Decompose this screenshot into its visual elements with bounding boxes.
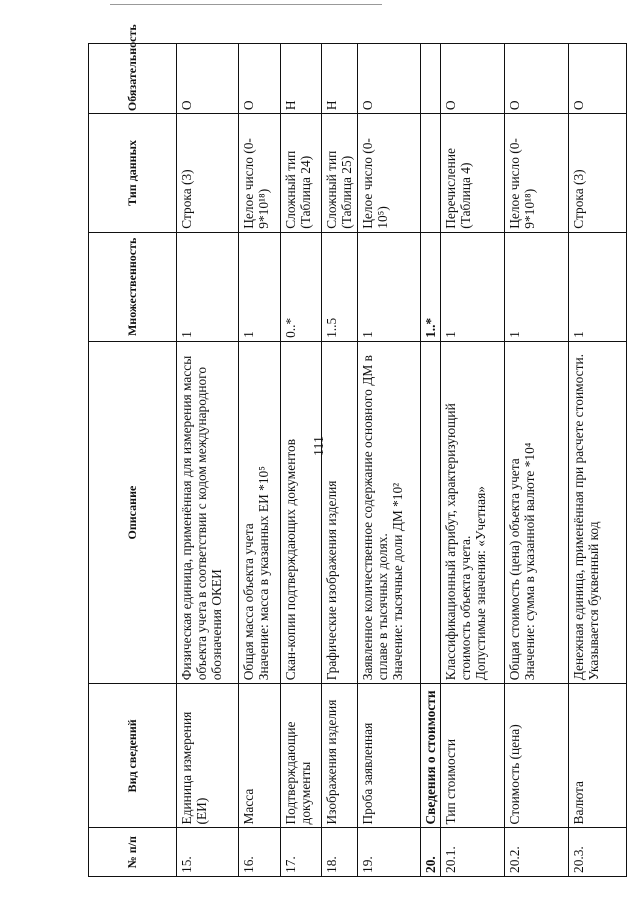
cell-kind: Подтверждающие документы xyxy=(281,684,322,828)
cell-kind: Единица измерения (ЕИ) xyxy=(177,684,239,828)
description-line: Скан-копии подтверждающих документов xyxy=(283,438,298,681)
cell-required: Н xyxy=(281,44,322,114)
cell-kind: Изображения изделия xyxy=(322,684,358,828)
cell-multiplicity: 1 xyxy=(239,232,281,341)
cell-multiplicity: 1 xyxy=(569,232,627,341)
header-description: Описание xyxy=(89,341,177,683)
requirements-table xyxy=(88,24,627,877)
cell-num: 16. xyxy=(239,828,281,877)
cell-kind: Проба заявленная xyxy=(358,684,421,828)
description-line: Классификационный атрибут, характеризующий стоимость объекта учета. xyxy=(443,403,473,681)
cell-num: 20.3. xyxy=(569,828,627,877)
description-line: Значение: тысячные доли ДМ *10² xyxy=(390,482,405,681)
cell-required: О xyxy=(441,44,505,114)
cell-data-type xyxy=(421,114,441,233)
cell-data-type: Сложный тип (Таблица 25) xyxy=(322,114,358,233)
cell-required: О xyxy=(569,44,627,114)
cell-description xyxy=(177,341,239,683)
cell-required xyxy=(421,44,441,114)
header-kind: Вид сведений xyxy=(89,684,177,828)
header-num: № п/п xyxy=(89,828,177,877)
cell-data-type: Сложный тип (Таблица 24) xyxy=(281,114,322,233)
cell-num: 17. xyxy=(281,828,322,877)
description-line: Денежная единица, применённая при расчете стоимости. xyxy=(571,354,586,681)
description-line: Указывается буквенный код xyxy=(586,521,601,681)
cell-required: О xyxy=(239,44,281,114)
cell-required: О xyxy=(177,44,239,114)
cell-required: О xyxy=(505,44,569,114)
table-row xyxy=(322,44,358,877)
cell-num: 18. xyxy=(322,828,358,877)
cell-required: Н xyxy=(322,44,358,114)
cell-description xyxy=(281,341,322,683)
table-header-row xyxy=(89,44,177,877)
cell-num: 19. xyxy=(358,828,421,877)
cell-multiplicity: 1 xyxy=(358,232,421,341)
description-line: Общая масса объекта учета xyxy=(241,523,256,681)
cell-data-type: Целое число (0-9*10¹⁸) xyxy=(505,114,569,233)
page-number: 111 xyxy=(312,436,327,456)
cell-description xyxy=(322,341,358,683)
cell-description xyxy=(441,341,505,683)
table-body xyxy=(177,44,627,877)
cell-data-type: Перечисление (Таблица 4) xyxy=(441,114,505,233)
description-line: Значение: масса в указанных ЕИ *10⁵ xyxy=(256,466,271,681)
cell-data-type: Целое число (0-9*10¹⁸) xyxy=(239,114,281,233)
cell-description xyxy=(421,341,441,683)
description-line: Значение: сумма в указанной валюте *10⁴ xyxy=(522,442,537,681)
table-row xyxy=(569,44,627,877)
header-data-type: Тип данных xyxy=(89,114,177,233)
cell-kind: Масса xyxy=(239,684,281,828)
table-row xyxy=(177,44,239,877)
section-row xyxy=(421,44,441,877)
description-line: Физическая единица, применённая для измерения массы объекта учета в соответствии с кодом международного обозначения ОКЕИ xyxy=(179,355,224,681)
cell-multiplicity: 1 xyxy=(441,232,505,341)
cell-num: 20. xyxy=(421,828,441,877)
cell-multiplicity: 0..* xyxy=(281,232,322,341)
table-row xyxy=(441,44,505,877)
cell-data-type: Строка (3) xyxy=(569,114,627,233)
cell-multiplicity: 1 xyxy=(177,232,239,341)
cell-description xyxy=(239,341,281,683)
cell-kind: Валюта xyxy=(569,684,627,828)
description-line: Допустимые значения: «Учетная» xyxy=(473,486,488,681)
description-line: Общая стоимость (цена) объекта учета xyxy=(507,458,522,681)
cell-num: 20.2. xyxy=(505,828,569,877)
header-required: Обязательность xyxy=(89,44,177,114)
cell-kind: Сведения о стоимости xyxy=(421,684,441,828)
cell-multiplicity: 1..5 xyxy=(322,232,358,341)
cell-data-type: Целое число (0-10⁵) xyxy=(358,114,421,233)
cell-required: О xyxy=(358,44,421,114)
header-multiplicity: Множественность xyxy=(89,232,177,341)
rotated-table-container xyxy=(88,24,624,877)
cell-description xyxy=(505,341,569,683)
scan-edge-line xyxy=(110,4,370,5)
cell-num: 20.1. xyxy=(441,828,505,877)
cell-data-type: Строка (3) xyxy=(177,114,239,233)
table-row xyxy=(358,44,421,877)
cell-multiplicity: 1..* xyxy=(421,232,441,341)
description-line: Заявленное количественное содержание основного ДМ в сплаве в тысячных долях. xyxy=(360,355,390,681)
cell-kind: Тип стоимости xyxy=(441,684,505,828)
cell-description xyxy=(569,341,627,683)
table-row xyxy=(281,44,322,877)
cell-description xyxy=(358,341,421,683)
cell-kind: Стоимость (цена) xyxy=(505,684,569,828)
table-row xyxy=(239,44,281,877)
table-row xyxy=(505,44,569,877)
description-line: Графические изображения изделия xyxy=(324,480,339,681)
cell-multiplicity: 1 xyxy=(505,232,569,341)
cell-num: 15. xyxy=(177,828,239,877)
scan-edge-tick xyxy=(370,4,382,5)
